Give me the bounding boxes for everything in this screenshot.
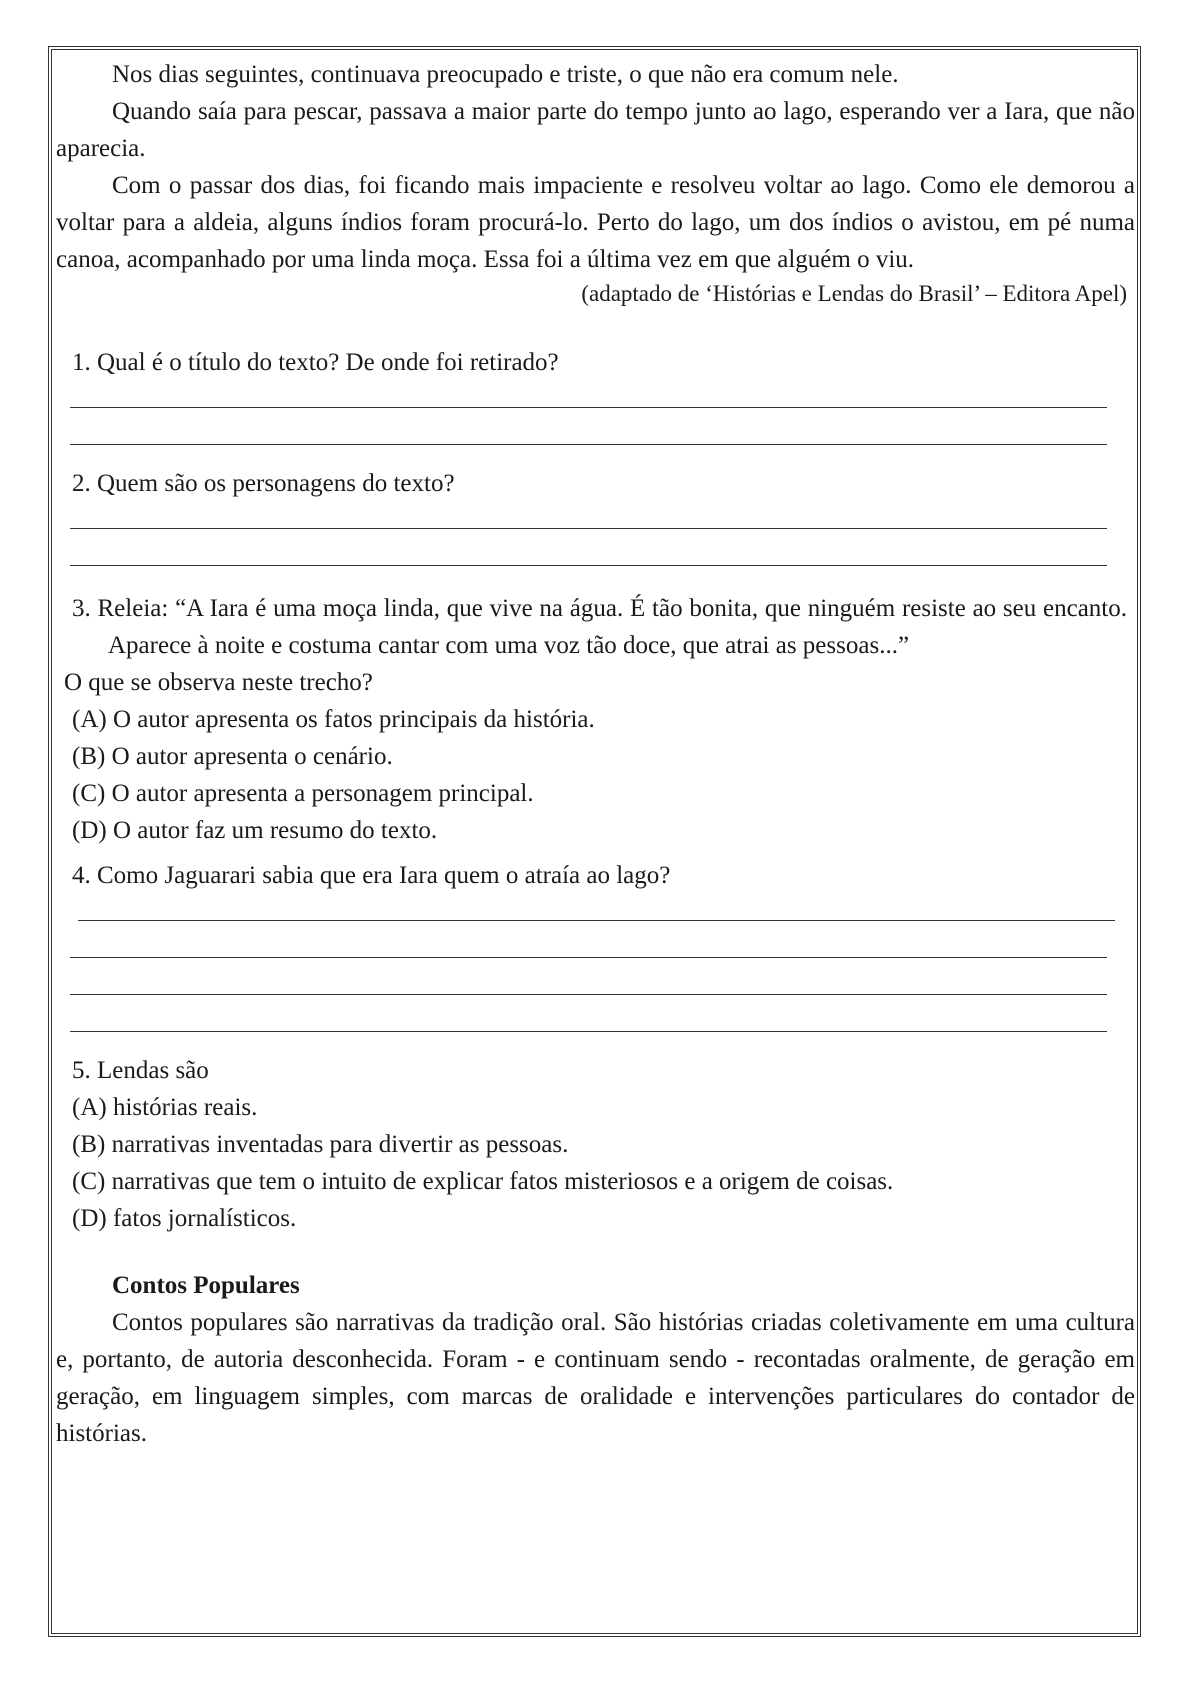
question-3-quote: 3. Releia: “A Iara é uma moça linda, que vive na água. É tão bonita, que ninguém resiste ao seu encanto. Aparece à noite e costuma cantar com uma voz tão doce, que atrai as pessoas...” xyxy=(72,595,1127,659)
question-5-option-a[interactable]: (A) histórias reais. xyxy=(72,1094,258,1121)
story-paragraph-1: Nos dias seguintes, continuava preocupado e triste, o que não era comum nele. xyxy=(112,61,899,88)
answer-line[interactable] xyxy=(70,381,1107,408)
answer-line[interactable] xyxy=(70,529,1107,566)
question-2: 2. Quem são os personagens do texto? xyxy=(72,470,455,497)
question-1: 1. Qual é o título do texto? De onde foi retirado? xyxy=(72,349,559,376)
contos-paragraph: Contos populares são narrativas da tradição oral. São histórias criadas coletivamente em uma cultura e, portanto, de autoria desconhecida. Foram - e continuam sendo - recontadas oralmente, de geração em geração, em linguagem simples, com marcas de oralidade e intervenções particulares do contador de histórias. xyxy=(56,1309,1135,1447)
answer-line[interactable] xyxy=(70,958,1107,995)
question-3-option-d[interactable]: (D) O autor faz um resumo do texto. xyxy=(72,817,438,844)
answer-line[interactable] xyxy=(70,502,1107,529)
question-3-prompt: O que se observa neste trecho? xyxy=(64,669,373,696)
story-source: (adaptado de ‘Histórias e Lendas do Brasil’ – Editora Apel) xyxy=(581,281,1127,306)
answer-line[interactable] xyxy=(70,921,1107,958)
question-5-option-d[interactable]: (D) fatos jornalísticos. xyxy=(72,1205,297,1232)
question-4: 4. Como Jaguarari sabia que era Iara quem o atraía ao lago? xyxy=(72,862,671,889)
contos-heading: Contos Populares xyxy=(112,1272,300,1299)
question-3-option-c[interactable]: (C) O autor apresenta a personagem principal. xyxy=(72,780,534,807)
answer-line[interactable] xyxy=(78,894,1115,921)
question-3-option-a[interactable]: (A) O autor apresenta os fatos principais da história. xyxy=(72,706,595,733)
story-paragraph-2: Quando saía para pescar, passava a maior parte do tempo junto ao lago, esperando ver a Iara, que não aparecia. xyxy=(56,98,1135,162)
question-3-option-b[interactable]: (B) O autor apresenta o cenário. xyxy=(72,743,393,770)
worksheet xyxy=(56,56,1135,1452)
question-5-option-b[interactable]: (B) narrativas inventadas para divertir as pessoas. xyxy=(72,1131,569,1158)
answer-line[interactable] xyxy=(70,995,1107,1032)
question-5-prompt: 5. Lendas são xyxy=(72,1057,209,1084)
story-paragraph-3: Com o passar dos dias, foi ficando mais impaciente e resolveu voltar ao lago. Como ele demorou a voltar para a aldeia, alguns índios foram procurá-lo. Perto do lago, um dos índios o avistou, em pé numa canoa, acompanhado por uma linda moça. Essa foi a última vez em que alguém o viu. xyxy=(56,172,1135,273)
answer-line[interactable] xyxy=(70,408,1107,445)
question-5-option-c[interactable]: (C) narrativas que tem o intuito de explicar fatos misteriosos e a origem de coisas. xyxy=(72,1168,894,1195)
